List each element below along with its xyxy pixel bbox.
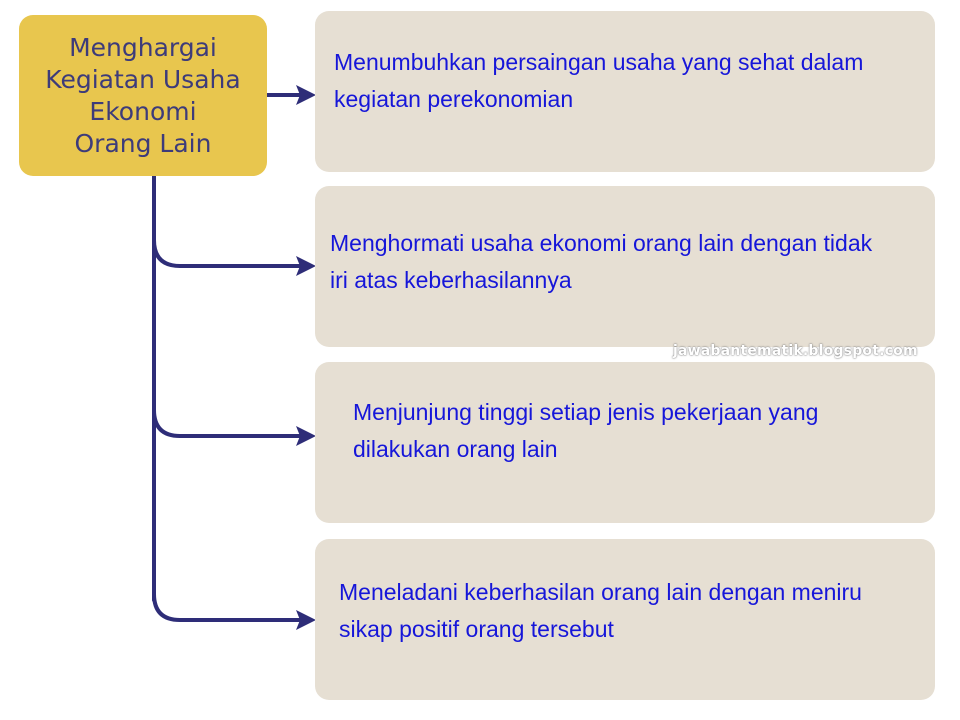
title-line-3: Ekonomi xyxy=(89,96,197,126)
item-4-line-2: sikap positif orang tersebut xyxy=(339,616,614,642)
item-card-3 xyxy=(315,362,935,523)
title-line-1: Menghargai xyxy=(69,32,217,62)
item-card-1 xyxy=(315,11,935,172)
item-text-1 xyxy=(334,44,863,118)
item-1-line-1: Menumbuhkan persaingan usaha yang sehat dalam xyxy=(334,49,864,75)
connector-3 xyxy=(154,410,302,436)
item-card-4 xyxy=(315,539,935,700)
item-4-line-1: Meneladani keberhasilan orang lain dengan meniru xyxy=(339,579,862,605)
watermark-text: jawabantematik.blogspot.com xyxy=(673,343,918,359)
title-line-4: Orang Lain xyxy=(74,128,212,158)
item-2-line-2: iri atas keberhasilannya xyxy=(330,267,572,293)
item-3-line-2: dilakukan orang lain xyxy=(353,436,558,462)
item-1-line-2: kegiatan perekonomian xyxy=(334,86,574,112)
connector-2 xyxy=(154,240,302,266)
title-line-2: Kegiatan Usaha xyxy=(45,64,241,94)
connector-4 xyxy=(154,594,302,620)
item-3-line-1: Menjunjung tinggi setiap jenis pekerjaan yang xyxy=(353,399,819,425)
item-2-line-1: Menghormati usaha ekonomi orang lain dengan tidak xyxy=(330,230,873,256)
item-text-3 xyxy=(353,394,818,468)
item-card-2 xyxy=(315,186,935,347)
title-text xyxy=(45,32,240,160)
title-box xyxy=(19,15,267,176)
item-text-4 xyxy=(339,574,862,648)
item-text-2 xyxy=(330,225,872,299)
